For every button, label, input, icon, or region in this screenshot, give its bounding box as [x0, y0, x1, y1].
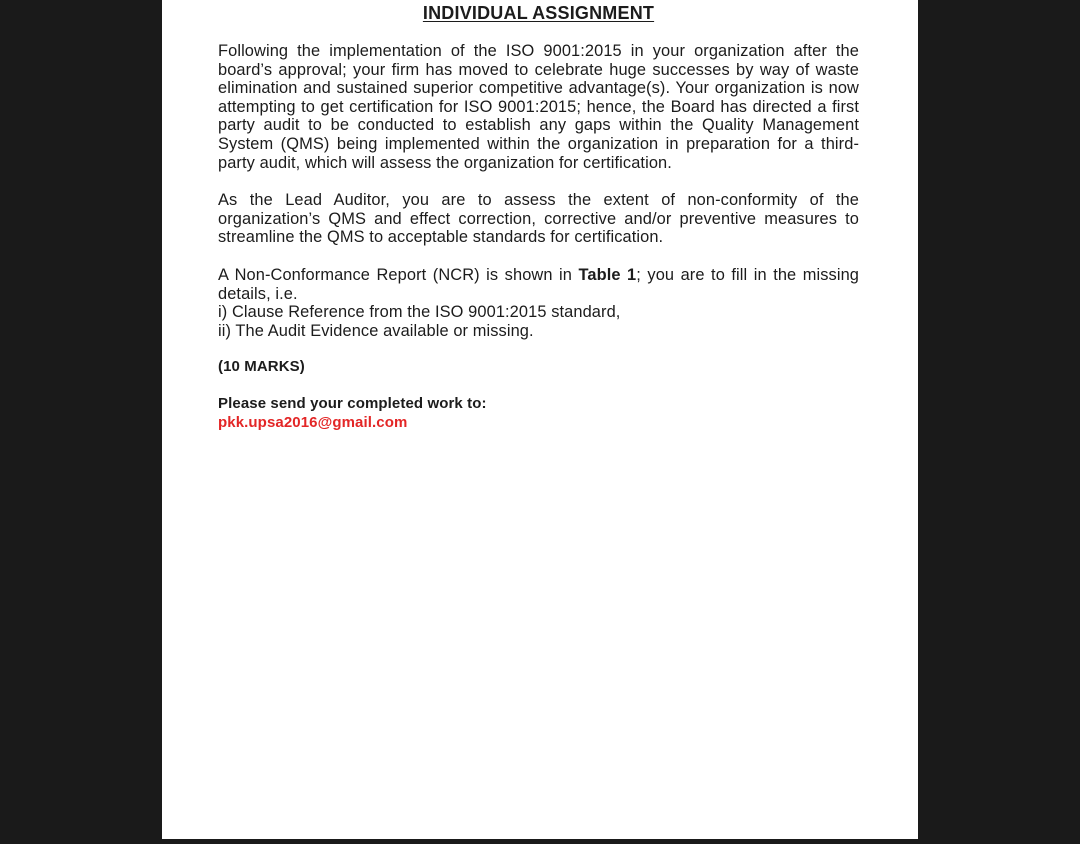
paragraph-intro: Following the implementation of the ISO 9001:2015 in your organization after the board’s approval; your firm has moved to celebrate huge successes by way of waste elimination and sustained superior competitive advantage(s). Your organization is now attempting to get certification for ISO 9001:2015; hence, the Board has directed a first party audit to be conducted to establish any gaps within the Quality Management System (QMS) being implemented within the organization in preparation for a third-party audit, which will assess the organization for certification. [218, 42, 859, 172]
send-instructions: Please send your completed work to: [218, 395, 487, 413]
document-page [162, 0, 918, 839]
ncr-suffix: ; you are to fill in the missing details, i.e. [218, 265, 860, 303]
email-address[interactable]: pkk.upsa2016@gmail.com [218, 414, 408, 432]
document-content [218, 0, 859, 432]
list-item-evidence: ii) The Audit Evidence available or missing. [218, 321, 534, 340]
paragraph-lead-auditor: As the Lead Auditor, you are to assess the extent of non-conformity of the organization’s QMS and effect correction, corrective and/or preventive measures to streamline the QMS to acceptable standards for certification. [218, 191, 859, 247]
paragraph-ncr [218, 266, 859, 303]
marks-label: (10 MARKS) [218, 358, 305, 376]
list-item-clause: i) Clause Reference from the ISO 9001:2015 standard, [218, 303, 621, 322]
ncr-prefix: A Non-Conformance Report (NCR) is shown in [218, 265, 579, 284]
table-reference: Table 1 [578, 265, 637, 284]
document-title: INDIVIDUAL ASSIGNMENT [422, 3, 655, 23]
